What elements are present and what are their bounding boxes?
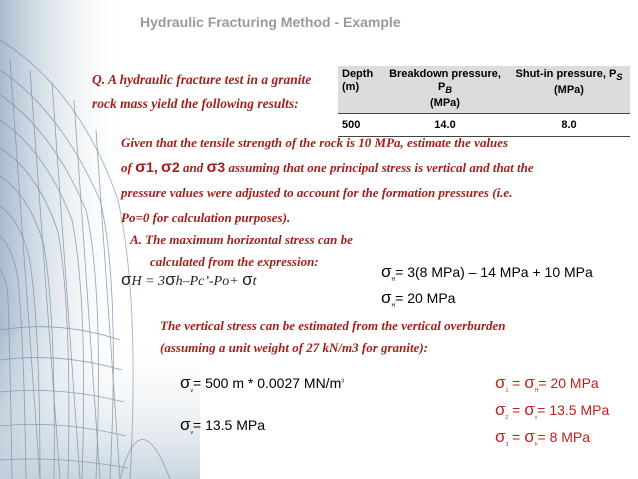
table-header-row bbox=[338, 66, 630, 114]
cell-breakdown: 14.0 bbox=[382, 114, 508, 137]
max-horizontal-stress-expression: σH = 3σh–Pc’-Po+ σt bbox=[121, 270, 257, 289]
given-line-1: Given that the tensile strength of the rock is 10 MPa, estimate the values bbox=[121, 135, 509, 150]
given-line-4: Po=0 for calculation purposes). bbox=[121, 210, 291, 225]
horizontal-stress-calc-2: $\sigma_H= 20$ MPa bbox=[381, 288, 456, 309]
part-a-heading bbox=[130, 229, 390, 273]
vertical-stress-note bbox=[160, 315, 580, 359]
part-a-line-2: calculated from the expression: bbox=[150, 254, 319, 269]
slide-title: Hydraulic Fracturing Method - Example bbox=[140, 14, 401, 30]
question-line-1: Q. A hydraulic fracture test in a granite bbox=[92, 72, 312, 87]
vertical-note-line-1: The vertical stress can be estimated from the vertical overburden bbox=[160, 318, 506, 333]
header-depth: Depth (m) bbox=[338, 66, 382, 114]
header-breakdown-pressure: Breakdown pressure, $P_B$ (MPa) bbox=[382, 66, 508, 114]
result-sigma-2: $\sigma_2 = \sigma_v= 13.5$ MPa bbox=[495, 400, 610, 421]
result-sigma-1: $\sigma_1 = \sigma_H= 20$ MPa bbox=[495, 373, 599, 394]
horizontal-stress-calc-1: $\sigma_H= 3(8$ MPa) – 14 MPa + 10 MPa bbox=[381, 262, 593, 283]
cell-shutin: 8.0 bbox=[508, 114, 630, 137]
cell-depth: 500 bbox=[338, 114, 382, 137]
vertical-stress-calc-1: $\sigma_v= 500$ m * 0.0027 $MN/m^3$ bbox=[180, 373, 345, 394]
header-shutin-pressure: Shut-in pressure, $P_S$ (MPa) bbox=[508, 66, 630, 114]
part-a-line-1: A. The maximum horizontal stress can be bbox=[130, 232, 353, 247]
question-text bbox=[92, 68, 342, 116]
question-line-2: rock mass yield the following results: bbox=[92, 96, 299, 111]
given-line-2: of σ1, σ2 and σ3 assuming that one principal stress is vertical and that the bbox=[121, 159, 534, 176]
test-results-table bbox=[338, 66, 630, 137]
given-line-3: pressure values were adjusted to account for the formation pressures (i.e. bbox=[121, 185, 513, 200]
given-paragraph bbox=[121, 130, 631, 230]
vertical-stress-calc-2: $\sigma_v= 13.5$ MPa bbox=[180, 415, 265, 436]
vertical-note-line-2: (assuming a unit weight of 27 kN/m3 for granite): bbox=[160, 340, 428, 355]
result-sigma-3: $\sigma_3 = \sigma_h= 8$ MPa bbox=[495, 427, 591, 448]
